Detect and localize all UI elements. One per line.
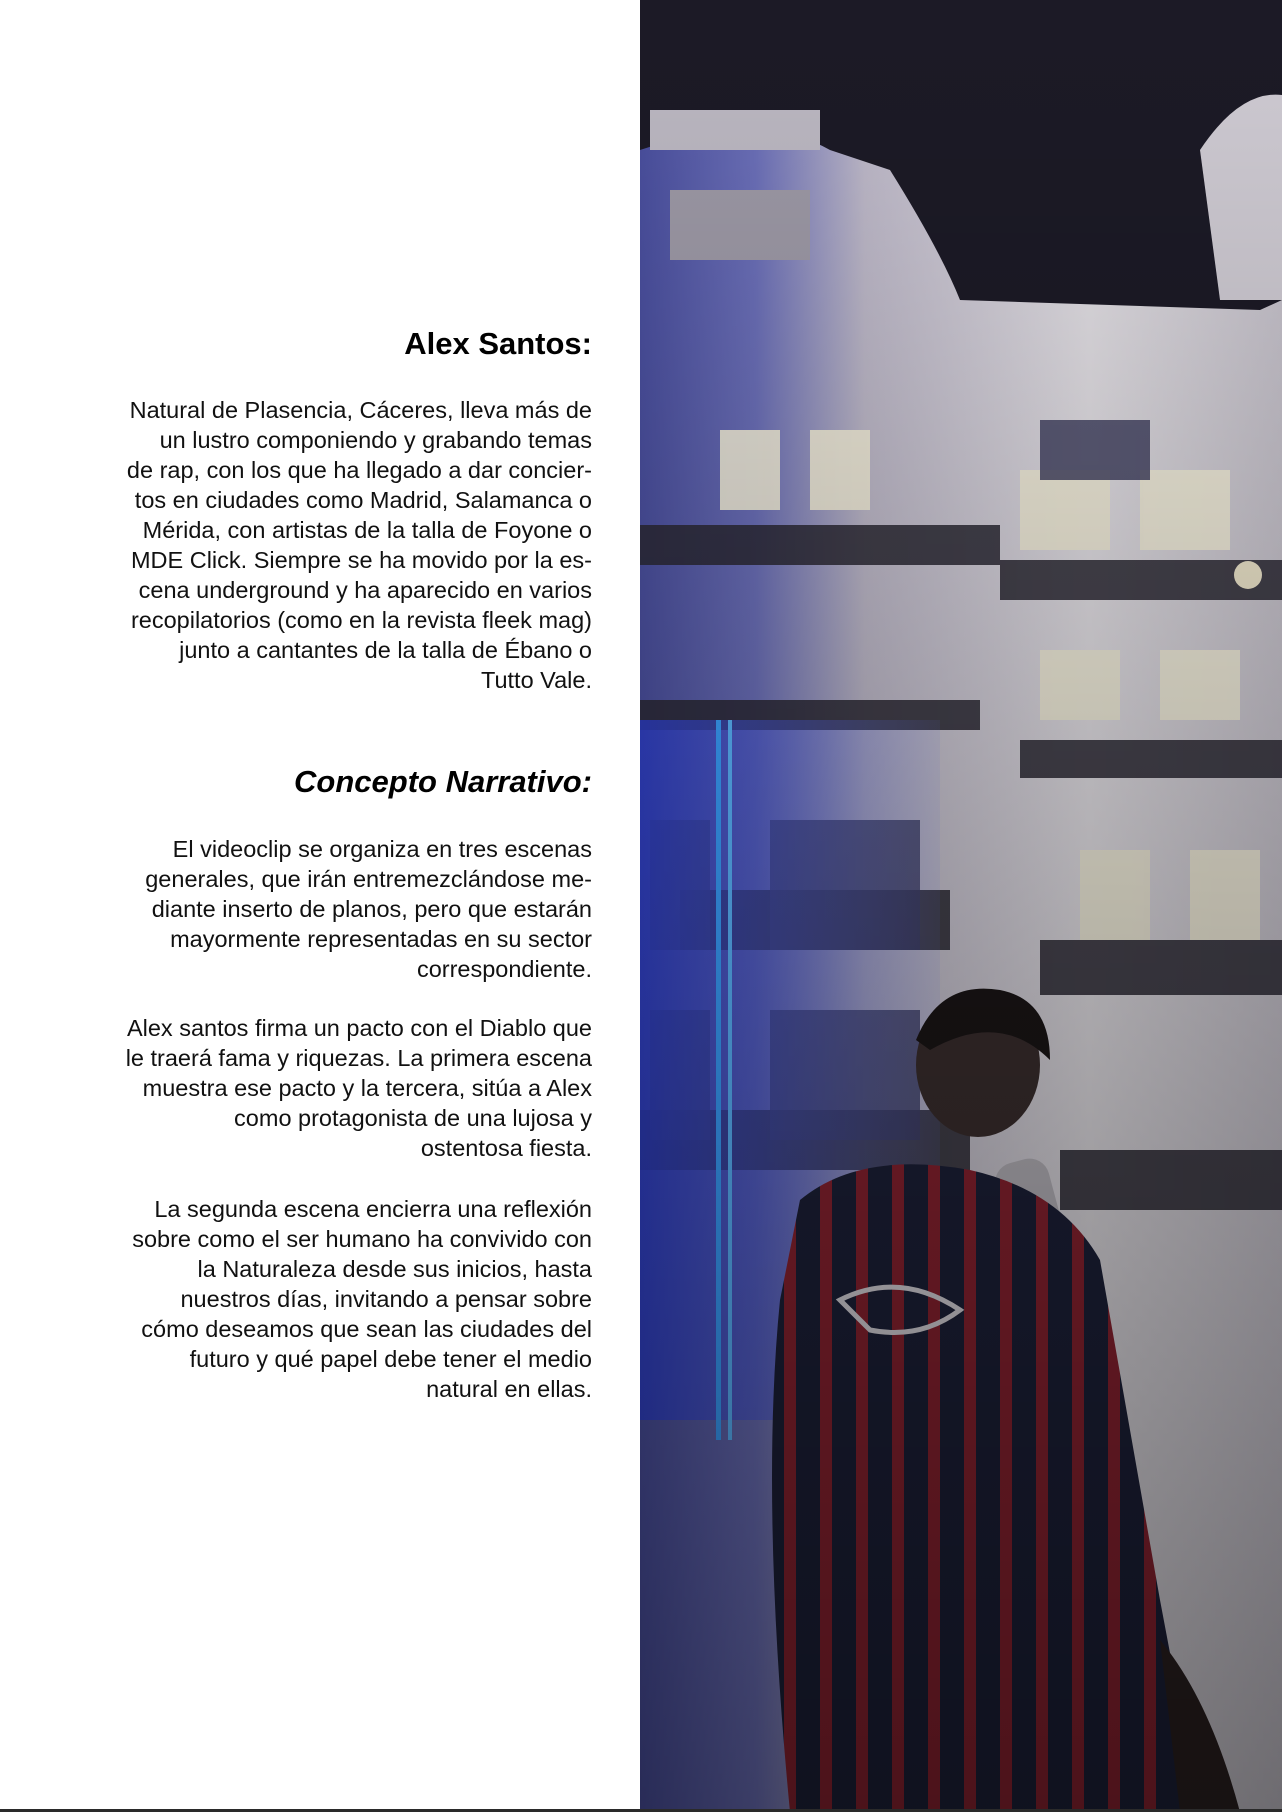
text-line: recopilatorios (como en la revista fleek mag) [130, 607, 592, 633]
text-line: sobre como el ser humano ha convivido con [132, 1226, 592, 1252]
text-line: ostentosa fiesta. [420, 1135, 592, 1161]
text-line: como protagonista de una lujosa y [234, 1105, 592, 1131]
text-line: Alex santos firma un pacto con el Diablo que [126, 1015, 592, 1041]
text-line: un lustro componiendo y grabando temas [159, 427, 592, 453]
text-line: junto a cantantes de la talla de Ébano o [179, 637, 592, 663]
text-line: Natural de Plasencia, Cáceres, lleva más de [129, 397, 592, 423]
night-building-photo [640, 0, 1282, 1812]
heading-concepto-narrativo: Concepto Narrativo: [294, 764, 592, 799]
bio-paragraph [60, 395, 592, 695]
text-line: natural en ellas. [426, 1376, 592, 1402]
text-line: la Naturaleza desde sus inicios, hasta [197, 1256, 592, 1282]
heading-alex-santos: Alex Santos: [404, 326, 592, 361]
text-line: MDE Click. Siempre se ha movido por la es- [130, 547, 592, 573]
text-line: diante inserto de planos, pero que estarán [151, 896, 592, 922]
text-line: correspondiente. [416, 956, 592, 982]
text-line: cómo deseamos que sean las ciudades del [141, 1316, 592, 1342]
text-line: de rap, con los que ha llegado a dar concier- [126, 457, 592, 483]
text-line: nuestros días, invitando a pensar sobre [180, 1286, 592, 1312]
photo-illustration [640, 0, 1282, 1812]
text-line: generales, que irán entremezclándose me- [145, 866, 592, 892]
text-line: futuro y qué papel debe tener el medio [189, 1346, 592, 1372]
text-line: Mérida, con artistas de la talla de Foyone o [142, 517, 592, 543]
text-line: mayormente representadas en su sector [170, 926, 592, 952]
text-line: La segunda escena encierra una reflexión [154, 1196, 592, 1222]
concept-paragraph-1 [60, 834, 592, 984]
text-line: Tutto Vale. [480, 667, 592, 693]
text-line: muestra ese pacto y la tercera, sitúa a Alex [142, 1075, 592, 1101]
text-line: El videoclip se organiza en tres escenas [172, 836, 592, 862]
text-line: cena underground y ha aparecido en varios [138, 577, 592, 603]
text-line: tos en ciudades como Madrid, Salamanca o [134, 487, 592, 513]
photo-vignette [640, 0, 1282, 1812]
concept-paragraph-3 [60, 1194, 592, 1404]
concept-paragraph-2 [60, 1013, 592, 1163]
text-line: le traerá fama y riquezas. La primera escena [125, 1045, 592, 1071]
